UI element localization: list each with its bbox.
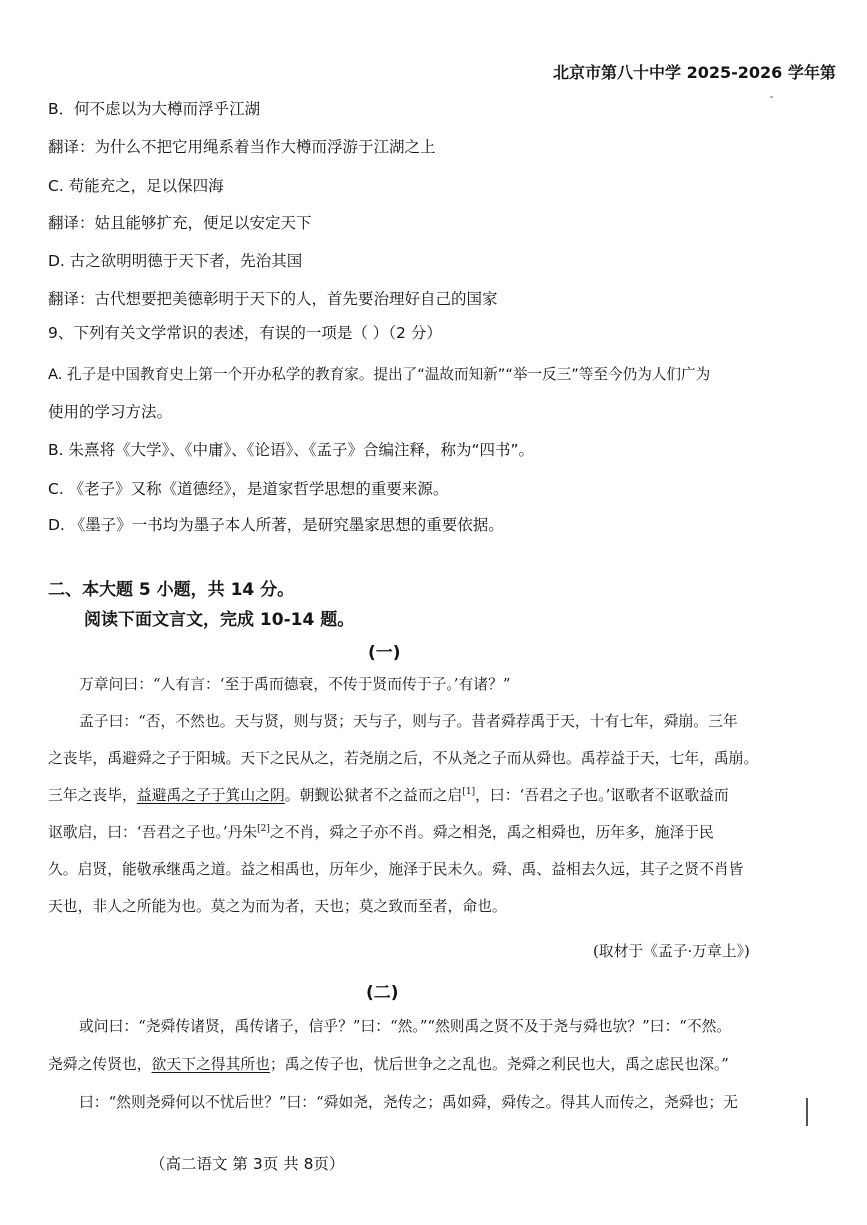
- passage-1-line-4: [48, 784, 729, 805]
- scan-speck: [770, 96, 773, 98]
- passage-1-line-7: 天也，非人之所能为也。莫之为而为者，天也；莫之致而至者，命也。: [48, 898, 507, 915]
- passage-1-heading: (一): [368, 643, 401, 663]
- q9-stem: 9、下列有关文学常识的表述，有误的一项是（ ）（2 分）: [48, 324, 442, 342]
- passage-1-line-5: [48, 821, 714, 842]
- q8-option-c: C. 苟能充之，足以保四海: [48, 177, 224, 195]
- passage-2-line-1: 或问曰：“尧舜传诸贤，禹传诸子，信乎？”曰：“然。”“然则禹之贤不及于尧与舜也欤？”曰：“不然。: [79, 1018, 732, 1035]
- text-run: 之不肖，舜之子亦不肖。舜之相尧，禹之相舜也，历年多，施泽于民: [269, 824, 714, 841]
- footnote-marker: [2]: [257, 824, 270, 835]
- passage-1-source: (取材于《孟子·万章上》): [593, 943, 750, 960]
- passage-1-line-3: 之丧毕，禹避舜之子于阳城。天下之民从之，若尧崩之后，不从尧之子而从舜也。禹荐益于天，七年，禹崩。: [48, 750, 759, 767]
- scan-edge-line: [806, 1098, 808, 1126]
- section-title: 二、本大题 5 小题，共 14 分。: [48, 580, 295, 600]
- footnote-marker: [1]: [462, 787, 476, 798]
- passage-2-line-2: [48, 1053, 729, 1074]
- passage-1-line-1: 万章问曰：“人有言：‘至于禹而德衰，不传于贤而传于子。’有诸？”: [79, 676, 511, 693]
- translation-label: 翻译：: [48, 290, 95, 308]
- q9-option-b: B. 朱熹将《大学》、《中庸》、《论语》、《孟子》合编注释，称为“四书”。: [48, 441, 535, 459]
- text-run: 。朝觐讼狱者不之益而之启: [284, 787, 463, 804]
- passage-2-line-3: 曰：“然则尧舜何以不忧后世？”曰：“舜如尧，尧传之；禹如舜，舜传之。得其人而传之，尧舜也；无: [79, 1094, 738, 1111]
- underlined-sentence: 欲天下之得其所也: [151, 1056, 270, 1073]
- q8-option-b: B．何不虑以为大樽而浮乎江湖: [48, 100, 261, 118]
- text-run: 尧舜之传贤也，: [48, 1056, 152, 1073]
- translation-text: 为什么不把它用绳系着当作大樽而浮游于江湖之上: [94, 138, 436, 156]
- translation-text: 姑且能够扩充，便足以安定天下: [94, 214, 312, 232]
- q9-option-a-line1: A. 孔子是中国教育史上第一个开办私学的教育家。提出了“温故而知新”“举一反三”等至今仍为人们广为: [48, 366, 711, 383]
- passage-1-line-2: 孟子曰：“否，不然也。天与贤，则与贤；天与子，则与子。昔者舜荐禹于天，十有七年，舜崩。三年: [79, 713, 738, 730]
- q8-translation-d: [48, 287, 498, 309]
- text-run: ；禹之传子也，忧后世争之之乱也。尧舜之利民也大，禹之虑民也深。”: [269, 1056, 729, 1073]
- underlined-sentence: 益避禹之子于箕山之阴: [136, 787, 285, 804]
- text-run: ，曰：‘吾君之子也。’讴歌者不讴歌益而: [475, 787, 729, 804]
- translation-label: 翻译：: [48, 138, 95, 156]
- q9-option-c: C. 《老子》又称《道德经》，是道家哲学思想的重要来源。: [48, 480, 449, 498]
- page-footer: （高二语文 第 3页 共 8页）: [150, 1155, 345, 1173]
- q9-option-a-line2: 使用的学习方法。: [48, 403, 173, 421]
- passage-2-heading: (二): [366, 983, 399, 1003]
- school-header: 北京市第八十中学 2025-2026 学年第: [553, 63, 836, 82]
- passage-1-line-6: 久。启贤，能敬承继禹之道。益之相禹也，历年少，施泽于民未久。舜、禹、益相去久远，其子之贤不肖皆: [48, 861, 744, 878]
- translation-text: 古代想要把美德彰明于天下的人，首先要治理好自己的国家: [94, 290, 498, 308]
- text-run: 三年之丧毕，: [48, 787, 137, 804]
- q8-translation-b: [48, 135, 436, 157]
- text-run: 讴歌启，曰：‘吾君之子也。’丹朱: [48, 824, 258, 841]
- translation-label: 翻译：: [48, 214, 95, 232]
- q8-option-d: D. 古之欲明明德于天下者，先治其国: [48, 252, 303, 270]
- q9-option-d: D. 《墨子》一书均为墨子本人所著，是研究墨家思想的重要依据。: [48, 516, 504, 534]
- section-instruction: 阅读下面文言文，完成 10-14 题。: [84, 610, 355, 630]
- q8-translation-c: [48, 211, 312, 233]
